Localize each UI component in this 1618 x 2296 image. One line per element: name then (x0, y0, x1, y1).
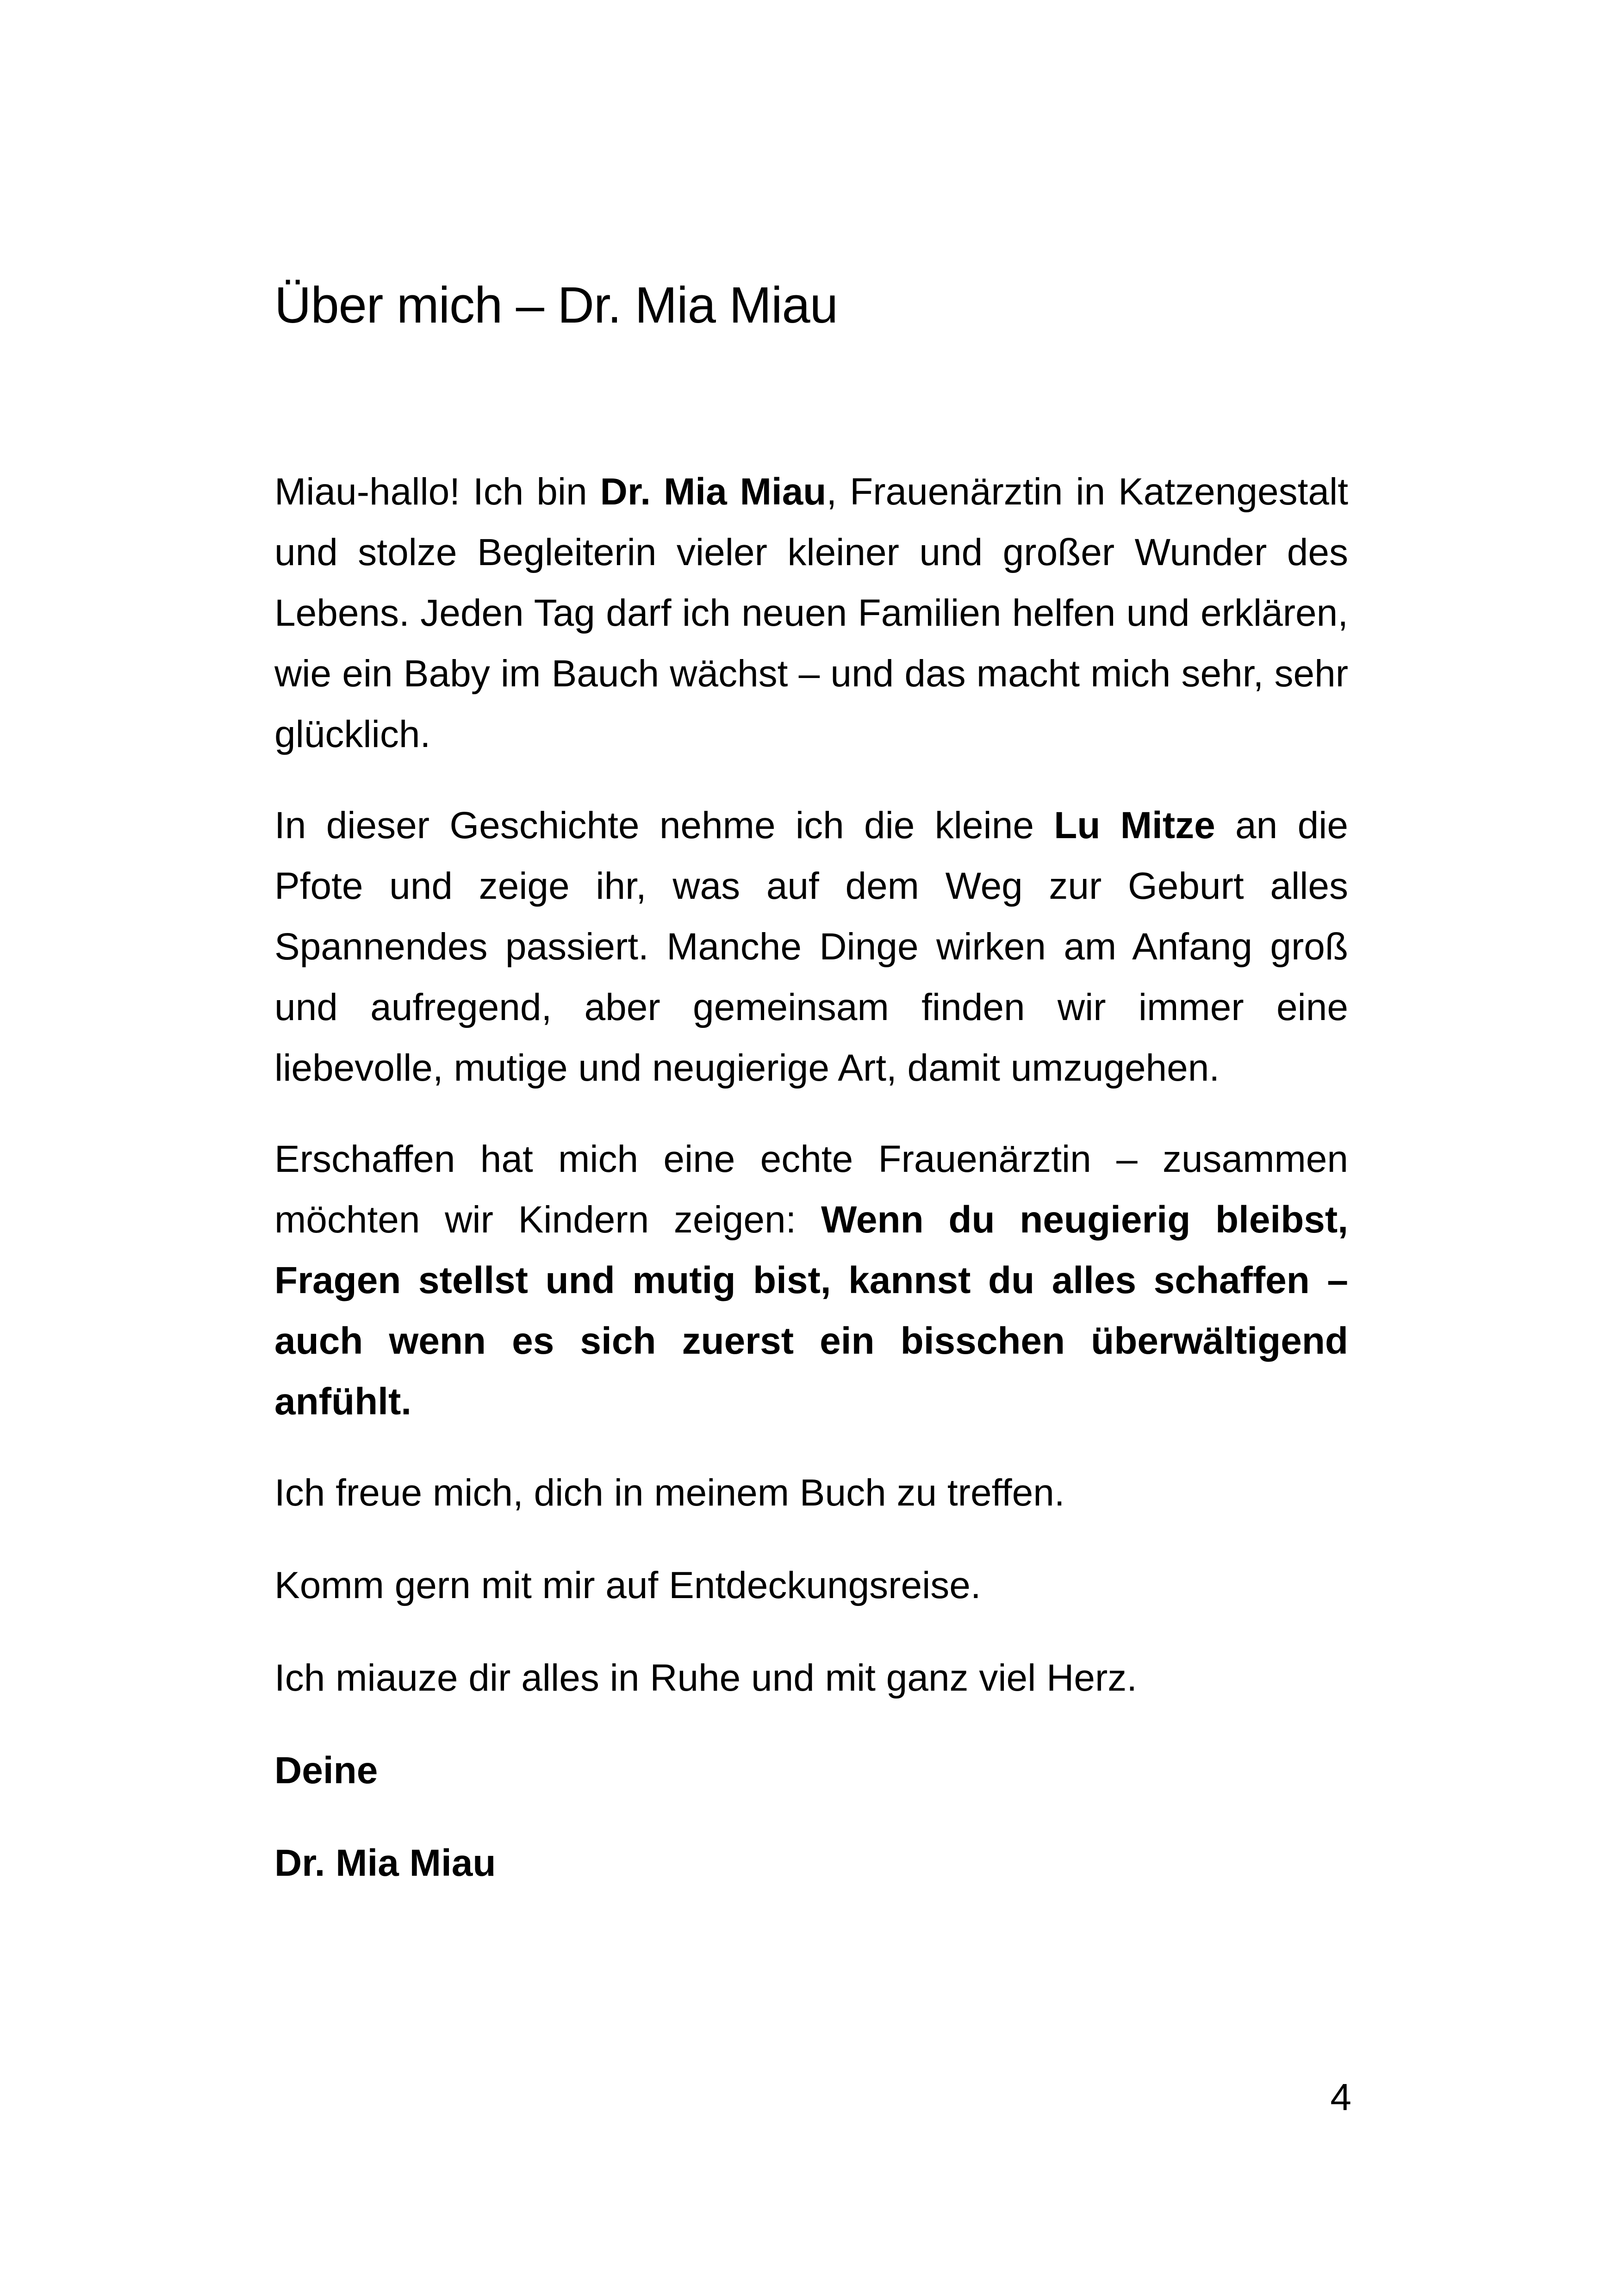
page-number: 4 (1330, 2076, 1351, 2118)
paragraph-story-bold-name: Lu Mitze (1054, 804, 1215, 846)
paragraph-intro-text-1: Miau-hallo! Ich bin (274, 471, 600, 513)
page-content (274, 271, 1348, 1925)
signature-text: Dr. Mia Miau (274, 1842, 496, 1884)
paragraph-story-text-1: In dieser Geschichte nehme ich die kleine (274, 804, 1054, 846)
body-text (274, 461, 1348, 1893)
paragraph-intro-text-2: , Frauenärztin in Katzengestalt und stolze Begleiterin vieler kleiner und großer Wunder des Lebens. Jeden Tag darf ich neuen Familien helfen und erklären, wie ein Baby im Bauch wächst – und das macht mich sehr, sehr glücklich. (274, 471, 1348, 755)
paragraph-intro (274, 461, 1348, 765)
paragraph-greeting: Ich freue mich, dich in meinem Buch zu treffen. (274, 1472, 1065, 1514)
paragraph-invitation: Komm gern mit mir auf Entdeckungsreise. (274, 1564, 981, 1606)
paragraph-story (274, 795, 1348, 1098)
paragraph-message (274, 1129, 1348, 1432)
paragraph-intro-bold-name: Dr. Mia Miau (600, 471, 827, 513)
paragraph-message-text-1: Erschaffen hat mich eine echte Frauenärztin – zusammen möchten wir Kindern zeigen: (274, 1138, 1348, 1241)
paragraph-story-text-2: an die Pfote und zeige ihr, was auf dem Weg zur Geburt alles Spannendes passiert. Manche Dinge wirken am Anfang groß und aufregend, aber gemeinsam finden wir immer eine liebevolle, mutige und neugierige Art, damit umzugehen. (274, 804, 1348, 1089)
closing-text: Deine (274, 1749, 378, 1792)
page-title: Über mich – Dr. Mia Miau (274, 277, 838, 334)
paragraph-message-bold: Wenn du neugierig bleibst, Fragen stellst und mutig bist, kannst du alles schaffen – auch wenn es sich zuerst ein bisschen überwältigend anfühlt. (274, 1199, 1348, 1423)
paragraph-promise: Ich miauze dir alles in Ruhe und mit ganz viel Herz. (274, 1657, 1138, 1699)
